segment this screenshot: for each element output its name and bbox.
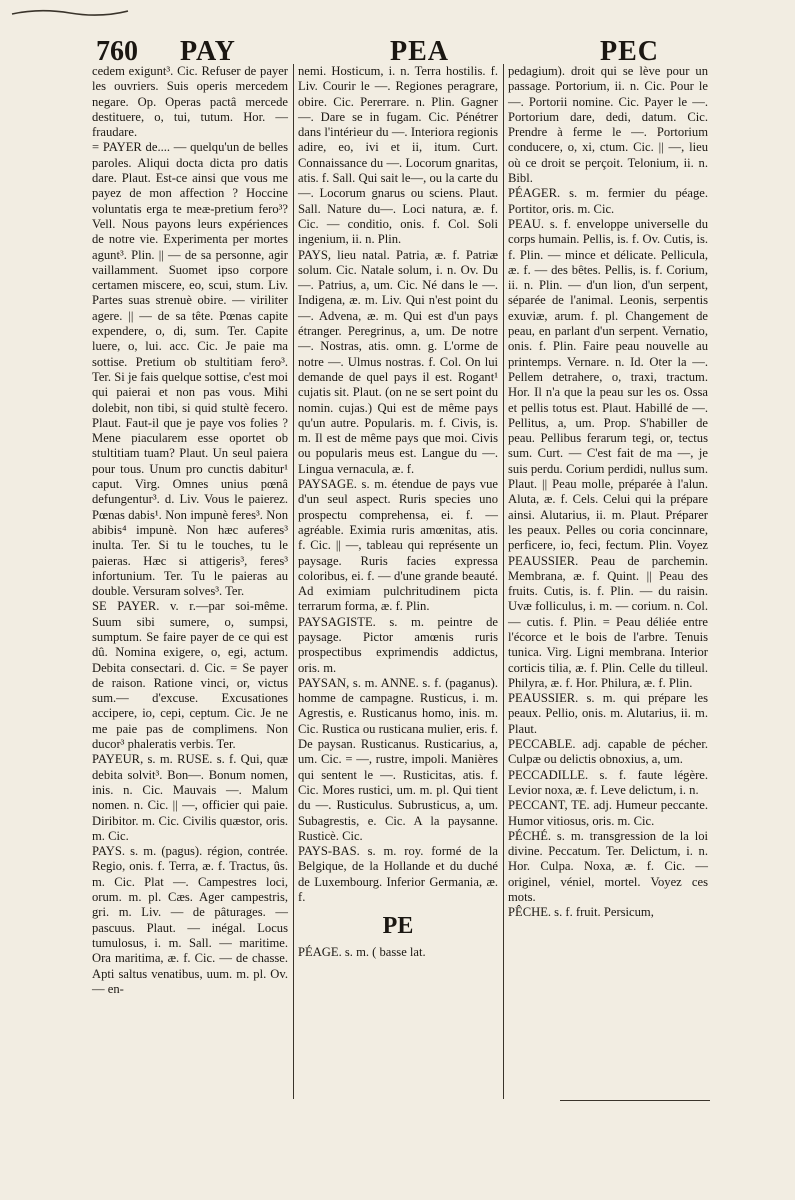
entry-paragraph: SE PAYER. v. r.—par soi-même. Suum sibi sumere, o, sumpsi, sumptum. Se faire payer de ce qui est dû. Nomina exigere, o, egi, actum. Debita consectari. d. Cic. = Se payer de raison. Ratione vinci, or, victus sum.— d'excuse. Excusationes accipere, io, cepi, ceptum. Cic. Je ne me paie pas de complimens. Non ducor³ phaleratis verbis. Ter. bbox=[92, 599, 288, 752]
column-rule-1 bbox=[293, 64, 294, 1099]
entry-paragraph: PEAUSSIER. s. m. qui prépare les peaux. Pellio, onis. m. Alutarius, ii. m. Plaut. bbox=[508, 691, 708, 736]
entry-paragraph: = PAYER de.... — quelqu'un de belles paroles. Aliqui docta dicta pro datis dare. Plaut. Est-ce ainsi que vous me payez de mon affection ? Hoccine voluntatis erga te meæ-pretium fero³? Vell. Nous payons leurs expériences de notre vie. Experimenta per mortes agunt³. Plin. || — de sa personne, agir vaillamment. Suomet ipso corpore certamen miscere, eo, scui, stum. Liv. Partes suas strenuè obire. — viriliter agere. || — de sa tête. Pœnas capite expendere, o, di, sum. Ter. Capite luere, o, lui. acc. Cic. Je paie ma sottise. Pretium ob stultitiam fero³. Ter. Si je fais quelque sottise, c'est moi qui paierai et non pas vous. Mihi dolebit, non tibi, si quid stultè fecero. Plaut. Faut-il que je paye vos folies ? Mene piacularem esse oportet ob stultitiam tuam? Plaut. Un seul paiera pour tous. Unum pro cunctis dabitur¹ caput. Virg. Omnes unius pœnâ defungentur³. d. Liv. Vous le paierez. Pœnas dabis¹. Non impunè feres³. Non abibis⁴ impunè. Non hæc auferes³ inulta. Ter. Si tu le touches, tu le paieras. Hæc si attigeris³, feres³ infortunium. Ter. Tu le paieras au double. Versuram solves³. Ter. bbox=[92, 140, 288, 599]
entry-paragraph: PAYSAN, s. m. ANNE. s. f. (paganus). homme de campagne. Rusticus, i. m. Agrestis, e. Rusticanus homo, inis. m. Cic. Rustica ou rusticana mulier, eris. f. De paysan. Rusticanus. Rusticarius, a, um. Cic. = —, rustre, impoli. Manières qui sentent le —. Rusticitas, atis. f. Cic. Mores rustici, um. m. pl. Qui tient du —. Rusticulus. Subrusticus, a, um. Subagrestis, e. Cic. A la paysanne. Rusticè. Cic. bbox=[298, 675, 498, 843]
entry-paragraph: PAYS, lieu natal. Patria, æ. f. Patriæ solum. Cic. Natale solum, i. n. Ov. Du —. Patrius, a, um. Cic. Né dans le —. Indigena, æ. m. Liv. Qui n'est point du —. Advena, æ. m. Qui est d'un pays étranger. Peregrinus, a, um. De notre —. Nostras, atis. omn. g. L'orme de notre —. Ulmus nostras. f. Col. On lui demande de quel pays il est. Rogant¹ cujatis sit. Plaut. (on ne se sert point du nomin. cujas.) Qui est de même pays qu'un autre. Popularis. m. f. Civis, is. m. Il est de même pays que moi. Civis ou popularis meus est. Langue du —. Lingua vernacula, æ. f. bbox=[298, 247, 498, 476]
entry-paragraph: PÉAGER. s. m. fermier du péage. Portitor, oris. m. Cic. bbox=[508, 186, 708, 216]
entry-paragraph: PAYS. s. m. (pagus). région, contrée. Regio, onis. f. Terra, æ. f. Tractus, ûs. m. Cic. Plat —. Campestres loci, orum. m. pl. Cæs. Ager campestris, gri. m. Liv. — de pâturages. — pascuus. Plaut. — inégal. Locus tumulosus, i. m. Sall. — maritime. Ora maritima, æ. f. Cic. — de chasse. Apti saltus venatibus, uum. m. pl. Ov. — en- bbox=[92, 844, 288, 996]
running-head-right: PEC bbox=[600, 36, 659, 67]
page-number: 760 bbox=[96, 36, 138, 67]
entry-paragraph: PAYSAGE. s. m. étendue de pays vue d'un seul aspect. Ruris species uno prospectu comprehensa, ei. f. — agréable. Eximia ruris amœnitas, atis. f. Cic. || —, tableau qui représente un paysage. Ruris facies expressa coloribus, ei. f. — d'une grande beauté. Ad eximiam pulchritudinem picta terrarum forma, æ. f. Plin. bbox=[298, 477, 498, 614]
entry-paragraph: pedagium). droit qui se lève pour un passage. Portorium, ii. n. Cic. Pour le —. Portorii nomine. Cic. Payer le —. Portorium dare, dedi, datum. Cic. Prendre à ferme le —. Portorium conducere, o, xi, ctum. Cic. || —, lieu où ce droit se perçoit. Telonium, ii. n. Bibl. bbox=[508, 64, 708, 186]
entry-paragraph: PAYEUR, s. m. RUSE. s. f. Qui, quæ debita solvit³. Bon—. Bonum nomen, inis. n. Cic. Mauvais —. Malum nomen. n. Cic. || —, officier qui paie. Diribitor. m. Cic. Civilis quæstor, oris. m. Cic. bbox=[92, 752, 288, 843]
entry-paragraph: nemi. Hosticum, i. n. Terra hostilis. f. Liv. Courir le —. Regiones peragrare, obire. Cic. Pererrare. n. Plin. Gagner —. Dare se in fugam. Cic. Pénétrer dans l'intérieur du —. Interiora regionis adire, eo, ivi et ii, itum. Curt. Connaissance du —. Locorum gnaritas, atis. f. Sall. Qui sait le—, ou la carte du—. Locorum gnarus ou sciens. Plaut. Sall. Nature du—. Loci natura, æ. f. Cic. — conditio, onis. f. Col. Soli ingenium, ii. n. Plin. bbox=[298, 64, 498, 247]
section-letter-heading: PE bbox=[382, 913, 414, 940]
ink-scratch-mark bbox=[10, 6, 130, 20]
entry-paragraph: PECCADILLE. s. f. faute légère. Levior noxa, æ. f. Leve delictum, i. n. bbox=[508, 767, 708, 797]
column-1 bbox=[92, 64, 288, 997]
entry-paragraph: PAYS-BAS. s. m. roy. formé de la Belgique, de la Hollande et du duché de Luxembourg. Inferior Germania, æ. f. bbox=[298, 844, 498, 905]
entry-paragraph: PEAU. s. f. enveloppe universelle du corps humain. Pellis, is. f. Ov. Cutis, is. f. Plin. — mince et délicate. Pellicula, æ. f. — des bêtes. Pellis, is. f. Corium, ii. n. Plin. — d'un lion, d'un serpent, séparée de l'animal. Leonis, serpentis exuviæ, arum. f. pl. Changement de peau, en parlant d'un serpent. Vernatio, onis. f. Plin. Faire peau nouvelle au printemps. Vernare. n. Id. Oter la —. Pellem detrahere, o, traxi, tractum. Hor. Il n'a que la peau sur les os. Ossa et pellis totus est. Plaut. Habillé de —. Pellitus, a, um. Prop. S'habiller de peau. Pellibus ferarum tegi, or, tectus sum. Curt. — C'est fait de ma —, je suis perdu. Corium perdidi, nullus sum. Plaut. || Peau molle, préparée à l'alun. Aluta, æ. f. Cels. Celui qui la prépare ainsi. Alutarius, ii. m. Plaut. Préparer les peaux. Pelles ou coria concinnare, perficere, io, feci, fectum. Plin. Voyez PEAUSSIER. Peau de parchemin. Membrana, æ. f. Quint. || Peau des fruits. Cutis, is. f. Plin. — du raisin. Uvæ folliculus, i. m. — corium. n. Col. — cutis. f. Plin. = Peau déliée entre l'écorce et le bois de l'arbre. Tenuis tunica. Virg. Ligni membrana. Interior corticis tilia, æ. f. Plin. Celle du tilleul. Philyra, æ. f. Hor. Philura, æ. f. Plin. bbox=[508, 216, 708, 690]
column-2 bbox=[298, 64, 498, 960]
entry-paragraph: PAYSAGISTE. s. m. peintre de paysage. Pictor amœnis ruris prospectibus exprimendis addictus, oris. m. bbox=[298, 614, 498, 675]
column-3 bbox=[508, 64, 708, 921]
entry-paragraph: PÉCHÉ. s. m. transgression de la loi divine. Peccatum. Ter. Delictum, i. n. Hor. Culpa. Noxa, æ. f. Cic. — originel, véniel, mortel. Voyez ces mots. bbox=[508, 828, 708, 905]
entry-paragraph: PÉAGE. s. m. ( basse lat. bbox=[298, 944, 426, 959]
entry-paragraph: cedem exigunt³. Cic. Refuser de payer les ouvriers. Suis operis mercedem negare. Op. Operas pactâ mercede destituere, o, tui, tutum. Hor. — fraudare. bbox=[92, 64, 288, 140]
entry-paragraph: PECCANT, TE. adj. Humeur peccante. Humor vitiosus, oris. m. Cic. bbox=[508, 798, 708, 828]
entry-paragraph: PÊCHE. s. f. fruit. Persicum, bbox=[508, 905, 654, 920]
column-rule-2 bbox=[503, 64, 504, 1099]
entry-paragraph: PECCABLE. adj. capable de pécher. Culpæ ou delictis obnoxius, a, um. bbox=[508, 737, 708, 767]
running-head-center: PEA bbox=[390, 36, 449, 67]
bottom-rule bbox=[560, 1100, 710, 1101]
running-head-left: PAY bbox=[180, 36, 236, 67]
